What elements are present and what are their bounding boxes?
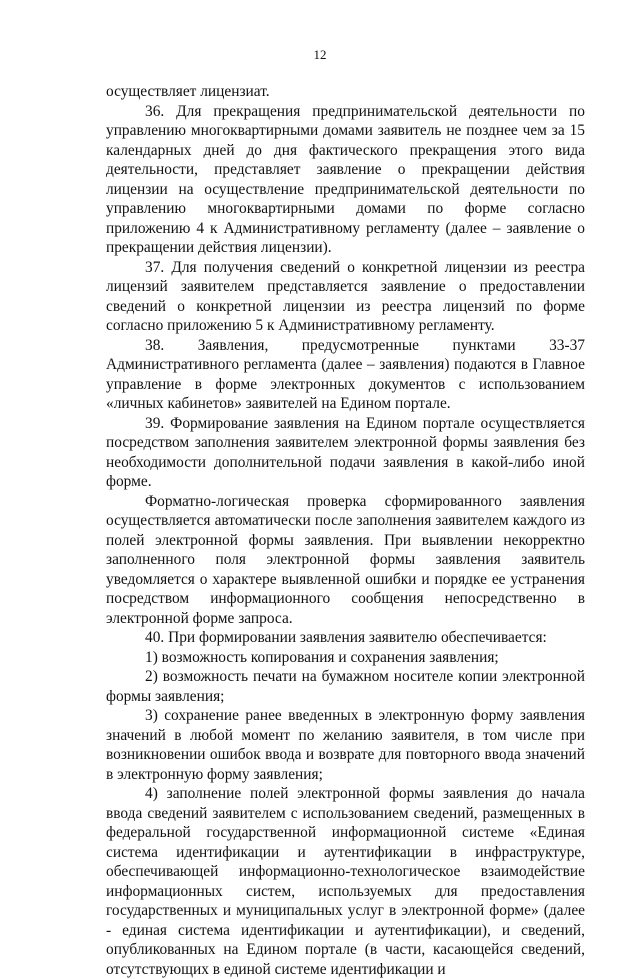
paragraph-37: 37. Для получения сведений о конкретной лицензии из реестра лицензий заявителем представляется заявление о предоставлении сведений о конкретной лицензии из реестра лицензий по форме согласно приложению 5 к Административному регламенту. [106, 258, 585, 334]
page-number: 12 [313, 47, 327, 62]
paragraph-40: 40. При формировании заявления заявителю обеспечивается: [145, 629, 547, 646]
paragraph-validation: Форматно-логическая проверка сформированного заявления осуществляется автоматически после заполнения заявителем каждого из полей электронной формы заявления. При выявлении некорректно заполненного поля электронной формы заявления заявитель уведомляется о характере выявленной ошибки и порядке ее устранения посредством информационного сообщения непосредственно в электронной форме запроса. [106, 492, 585, 627]
list-item-4: 4) заполнение полей электронной формы заявления до начала ввода сведений заявителем с использованием сведений, размещенных в федеральной государственной информационной системе «Единая система идентификации и аутентификации в инфраструктуре, обеспечивающей информационно-технологическое взаимодействие информационных систем, используемых для предоставления государственных и муниципальных услуг в электронной форме» (далее - единая система идентификации и аутентификации), и сведений, опубликованных на Едином портале (в части, касающейся сведений, отсутствующих в единой системе идентификации и [106, 785, 585, 978]
paragraph-continuation: осуществляет лицензиат. [106, 83, 270, 100]
list-item-1: 1) возможность копирования и сохранения заявления; [145, 648, 499, 666]
document-body [106, 82, 585, 979]
paragraph-36: 36. Для прекращения предпринимательской деятельности по управлению многоквартирными домами заявитель не позднее чем за 15 календарных дней до дня фактического прекращения этого вида деятельности, представляет заявление о прекращении действия лицензии на осуществление предпринимательской деятельности по управлению многоквартирными домами по форме согласно приложению 4 к Административному регламенту (далее – заявление о прекращении действия лицензии). [106, 102, 585, 256]
list-item-3: 3) сохранение ранее введенных в электронную форму заявления значений в любой момент по желанию заявителя, в том числе при возникновении ошибок ввода и возврате для повторного ввода значений в электронную форму заявления; [106, 707, 585, 783]
list-item-2: 2) возможность печати на бумажном носителе копии электронной формы заявления; [106, 668, 585, 705]
paragraph-38: 38. Заявления, предусмотренные пунктами 33-37 Административного регламента (далее – заявления) подаются в Главное управление в форме электронных документов с использованием «личных кабинетов» заявителей на Едином портале. [106, 336, 585, 412]
paragraph-39: 39. Формирование заявления на Едином портале осуществляется посредством заполнения заявителем электронной формы заявления без необходимости дополнительной подачи заявления в какой-либо иной форме. [106, 414, 585, 490]
